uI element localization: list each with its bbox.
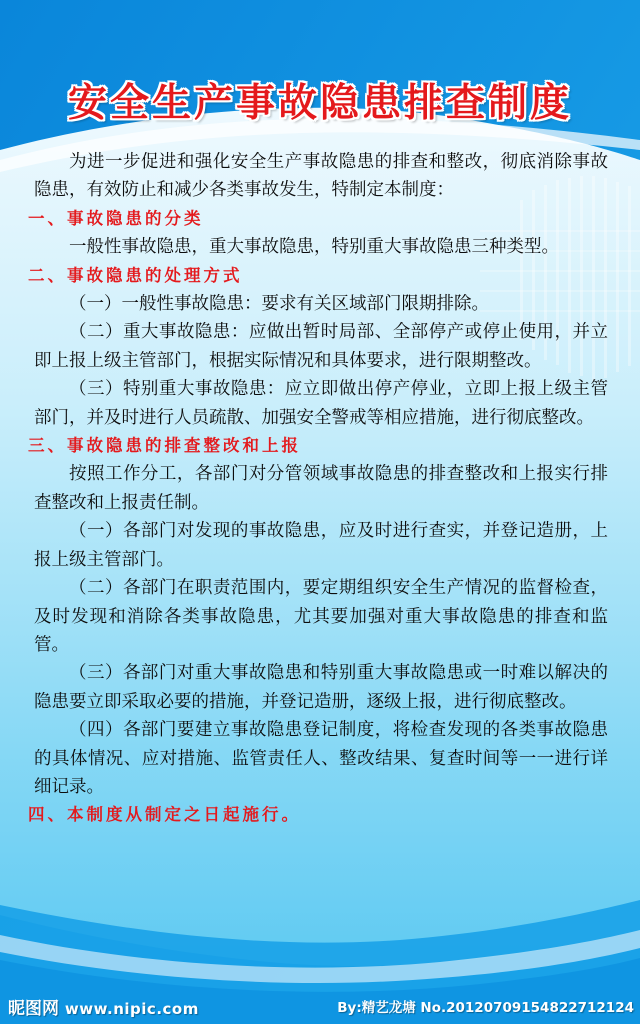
section-1-paragraph-1: 一般性事故隐患，重大事故隐患，特别重大事故隐患三种类型。	[69, 237, 559, 258]
watermark-brand-name: 昵图网	[8, 999, 59, 1019]
section-3-paragraph-3: （二）各部门在职责范围内，要定期组织安全生产情况的监督检查，及时发现和消除各类事故隐患，尤其要加强对重大事故隐患的排查和监管。	[34, 578, 608, 655]
section-2-paragraph-1: （一）一般性事故隐患：要求有关区域部门限期排除。	[69, 294, 489, 315]
section-3-paragraph-2: （一）各部门对发现的事故隐患，应及时进行查实，并登记造册，上报上级主管部门。	[34, 521, 608, 570]
watermark-brand	[8, 994, 199, 1019]
watermark-site: www.nipic.com	[64, 1000, 199, 1018]
section-3-paragraph-5: （四）各部门要建立事故隐患登记制度，将检查发现的各类事故隐患的具体情况、应对措施、监管责任人、整改结果、复查时间等一一进行详细记录。	[34, 720, 608, 797]
section-3-paragraph-1: 按照工作分工，各部门对分管领域事故隐患的排查整改和上报实行排查整改和上报责任制。	[34, 464, 608, 513]
section-2-paragraph-2: （二）重大事故隐患：应做出暂时局部、全部停产或停止使用，并立即上报上级主管部门，根据实际情况和具体要求，进行限期整改。	[34, 322, 608, 371]
section-heading-1: 一、事故隐患的分类	[28, 208, 204, 228]
page-title: 安全生产事故隐患排查制度	[67, 80, 572, 126]
section-3-paragraph-4: （三）各部门对重大事故隐患和特别重大事故隐患或一时难以解决的隐患要立即采取必要的措施，并登记造册，逐级上报，进行彻底整改。	[34, 663, 608, 712]
section-heading-2: 二、事故隐患的处理方式	[28, 265, 243, 285]
intro-paragraph: 为进一步促进和强化安全生产事故隐患的排查和整改，彻底消除事故隐患，有效防止和减少各类事故发生，特制定本制度：	[34, 152, 608, 201]
document-body	[28, 148, 608, 830]
section-heading-4: 四、本制度从制定之日起施行。	[28, 805, 301, 825]
watermark-credit: By:精艺龙塘 No.20120709154822712124	[337, 1000, 634, 1016]
section-2-paragraph-3: （三）特别重大事故隐患：应立即做出停产停业，立即上报上级主管部门，并及时进行人员疏散、加强安全警戒等相应措施，进行彻底整改。	[34, 379, 608, 428]
section-heading-3: 三、事故隐患的排查整改和上报	[28, 436, 301, 456]
